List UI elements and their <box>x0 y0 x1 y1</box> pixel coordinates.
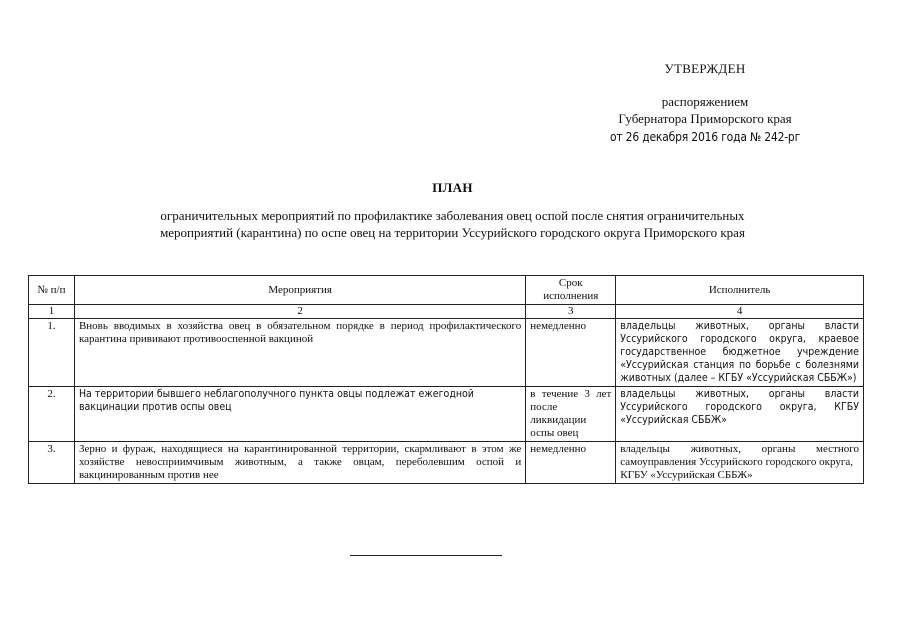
row-term: немедленно <box>526 442 616 484</box>
header-number: № п/п <box>29 276 75 305</box>
document-title: ПЛАН <box>432 180 473 195</box>
header-executor: Исполнитель <box>616 276 864 305</box>
table-row <box>29 319 864 387</box>
row-executor-text: владельцы животных, органы местного самоуправления Уссурийского городского округа, <box>620 443 859 468</box>
header-measures: Мероприятия <box>74 276 525 305</box>
row-executor <box>616 442 864 484</box>
row-term: немедленно <box>526 319 616 387</box>
measures-table <box>28 275 864 484</box>
column-number: 2 <box>74 305 525 319</box>
approval-line-order-type: распоряжением <box>661 94 749 109</box>
column-number: 4 <box>616 305 864 319</box>
row-number: 3. <box>29 442 75 484</box>
header-term: Срок исполнения <box>526 276 616 305</box>
row-number: 1. <box>29 319 75 387</box>
row-executor: владельцы животных, органы власти Уссурийского городского округа, краевое государственное бюджетное учреждение «Уссурийская станция по борьбе с болезнями животных (далее – КГБУ «Уссурийская СББЖ») <box>616 319 864 387</box>
row-term: в течение 3 лет после ликвидации оспы овец <box>526 387 616 442</box>
row-executor: владельцы животных, органы власти Уссурийского городского округа, КГБУ «Уссурийская СББЖ» <box>616 387 864 442</box>
table-row <box>29 442 864 484</box>
row-measure: На территории бывшего неблагополучного пункта овцы подлежат ежегодной вакцинации против оспы овец <box>74 387 525 442</box>
closing-line <box>350 555 502 556</box>
column-number: 1 <box>29 305 75 319</box>
row-executor-extra: КГБУ «Уссурийская СББЖ» <box>620 469 753 481</box>
row-number: 2. <box>29 387 75 442</box>
table-row <box>29 387 864 442</box>
column-number: 3 <box>526 305 616 319</box>
row-measure: Зерно и фураж, находящиеся на карантинированной территории, скармливают в этом же хозяйстве невосприимчивым животным, а также овцам, переболевшим оспой и вакцинированным против нее <box>74 442 525 484</box>
approval-line-authority: Губернатора Приморского края <box>618 111 792 126</box>
document-subtitle: ограничительных мероприятий по профилактике заболевания овец оспой после снятия ограничительных мероприятий (карантина) по оспе овец на территории Уссурийского городского округа Приморского края <box>160 208 745 240</box>
approval-heading: УТВЕРЖДЕН <box>664 61 746 76</box>
approval-block <box>590 60 820 146</box>
table-header-row <box>29 276 864 305</box>
approval-order-date: от 26 декабря 2016 года № 242-рг <box>609 130 801 144</box>
column-number-row <box>29 305 864 319</box>
row-measure: Вновь вводимых в хозяйства овец в обязательном порядке в период профилактического карантина прививают противооспенной вакциной <box>74 319 525 387</box>
